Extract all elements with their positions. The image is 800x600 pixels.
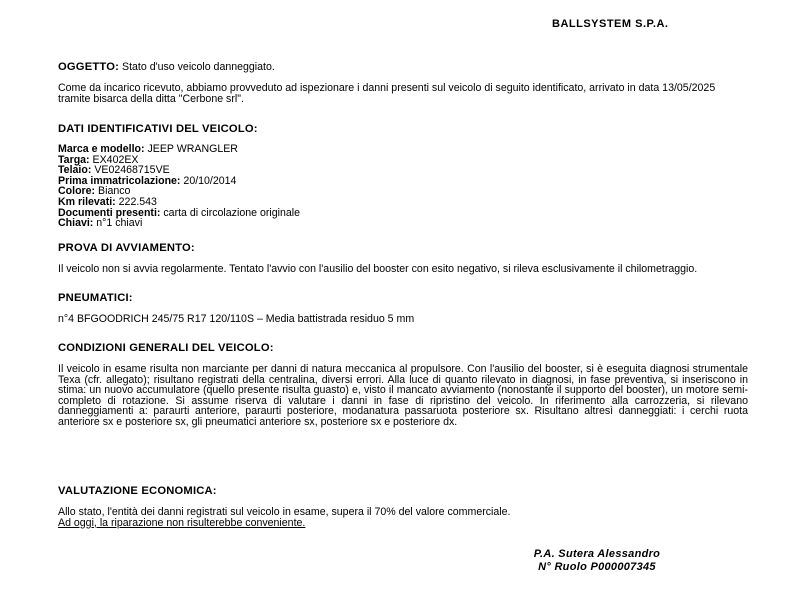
conditions-heading: CONDIZIONI GENERALI DEL VEICOLO: — [58, 342, 274, 354]
vehicle-field-make — [58, 144, 748, 155]
field-label: Chiavi: — [58, 217, 94, 230]
vehicle-heading: DATI IDENTIFICATIVI DEL VEICOLO: — [58, 123, 258, 135]
conditions-text: Il veicolo in esame risulta non marciante per danni di natura meccanica al propulsore. Con l'ausilio del booster, si è eseguita diagnosi strumentale Texa (cfr. allegato); risultano registrati della centralina, diversi errori. Alla luce di quanto rilevato in diagnosi, in fase preventiva, si inseriscono in stima: un nuovo accumulatore (quello presente risulta guasto) e, visto il mancato avviamento (nonostante il supporto del booster), un motore semi-completo di rotazione. Si assume riserva di valutare i danni in fase di ripristino del veicolo. In riferimento alla carrozzeria, si rilevano danneggiamenti a: paraurti anteriore, paraurti posteriore, modanatura passaruota posteriore sx. Risultano altresì danneggiati: i cerchi ruota anteriore sx e posteriore sx, gli pneumatici anteriore sx, posteriore sx e posteriore dx. — [58, 363, 748, 428]
field-label: Marca e modello: — [58, 143, 145, 155]
field-value: n°1 chiavi — [96, 217, 143, 230]
valuation-conclusion: Ad oggi, la riparazione non risulterebbe conveniente. — [58, 516, 306, 529]
start-test-heading: PROVA DI AVVIAMENTO: — [58, 242, 195, 254]
company-name: BALLSYSTEM S.P.A. — [552, 18, 669, 30]
field-label: Km rilevati: — [58, 195, 116, 208]
intro-paragraph: Come da incarico ricevuto, abbiamo provveduto ad ispezionare i danni presenti sul veicolo di seguito identificato, arrivato in data 13/05/2025 tramite bisarca della ditta "Cerbone srl". — [58, 82, 716, 105]
field-value: EX402EX — [92, 153, 139, 166]
tyres-heading: PNEUMATICI: — [58, 292, 133, 304]
start-test-text: Il veicolo non si avvia regolarmente. Tentato l'avvio con l'ausilio del booster con esito negativo, si rileva esclusivamente il chilometraggio. — [58, 263, 698, 275]
vehicle-field-color — [58, 186, 748, 197]
field-value: VE02468715VE — [94, 164, 170, 177]
signature-block — [505, 548, 689, 574]
vehicle-field-keys — [58, 218, 748, 229]
valuation-text — [58, 507, 748, 528]
field-label: Documenti presenti: — [58, 206, 161, 219]
vehicle-field-registration — [58, 176, 748, 187]
field-value: JEEP WRANGLER — [147, 143, 238, 155]
valuation-paragraph: Allo stato, l'entità dei danni registrati sul veicolo in esame, supera il 70% del valore commerciale. — [58, 506, 511, 518]
subject-line — [58, 62, 748, 73]
field-label: Telaio: — [58, 164, 92, 177]
vehicle-field-km — [58, 197, 748, 208]
field-value: 222.543 — [118, 195, 157, 208]
signature-name: P.A. Sutera Alessandro — [533, 548, 661, 560]
field-value: Bianco — [98, 185, 131, 198]
field-label: Prima immatricolazione: — [58, 174, 181, 187]
field-value: 20/10/2014 — [183, 174, 237, 187]
subject-label: OGGETTO: — [58, 61, 120, 73]
vehicle-field-documents — [58, 208, 748, 219]
field-label: Colore: — [58, 185, 96, 198]
field-value: carta di circolazione originale — [163, 206, 300, 219]
field-label: Targa: — [58, 153, 90, 166]
valuation-heading: VALUTAZIONE ECONOMICA: — [58, 485, 217, 497]
tyres-text: n°4 BFGOODRICH 245/75 R17 120/110S – Media battistrada residuo 5 mm — [58, 313, 415, 325]
subject-text: Stato d'uso veicolo danneggiato. — [122, 61, 275, 73]
signature-registry: N° Ruolo P000007345 — [538, 561, 656, 573]
vehicle-fields — [58, 144, 748, 229]
